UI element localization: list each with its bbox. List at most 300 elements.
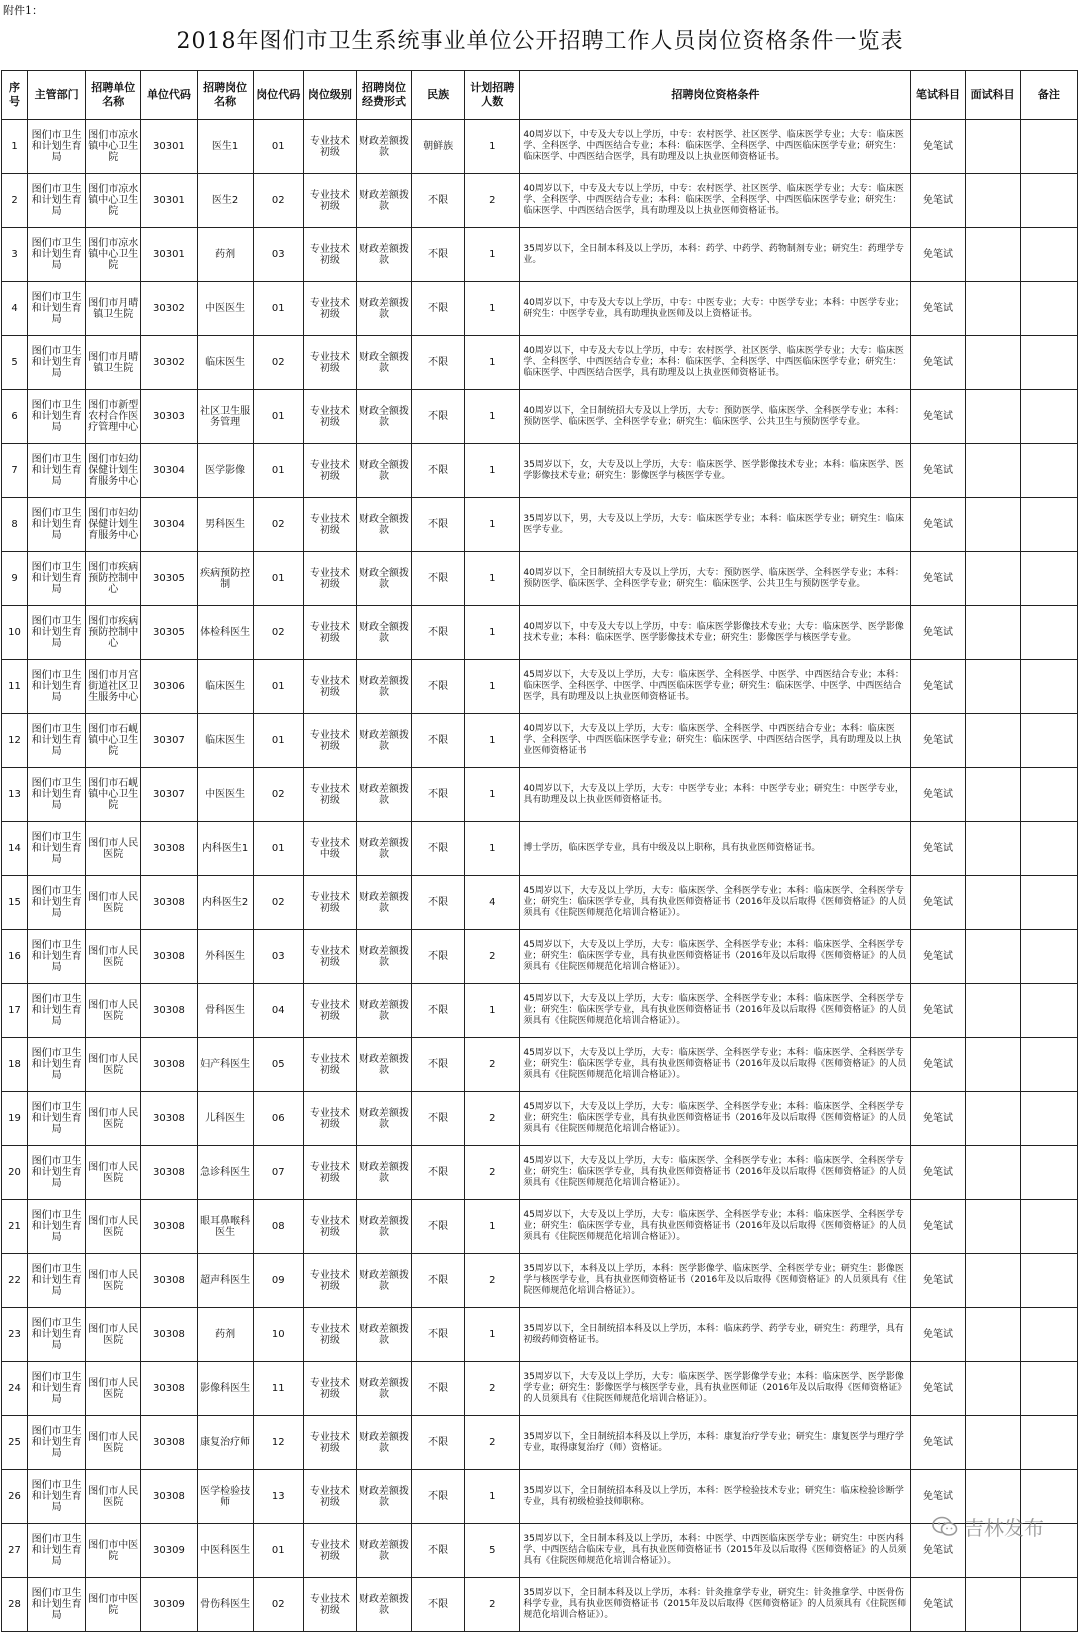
- table-cell: 30308: [141, 876, 197, 930]
- table-row: [2, 120, 1078, 174]
- table-cell: 图们市卫生和计划生育局: [28, 1146, 86, 1200]
- table-cell: 30306: [141, 660, 197, 714]
- table-row: [2, 498, 1078, 552]
- table-cell: [1020, 822, 1077, 876]
- table-row: [2, 444, 1078, 498]
- table-cell: 图们市人民医院: [86, 1200, 141, 1254]
- table-cell: 40周岁以下，大专及以上学历，大专：中医学专业；本科：中医学专业；研究生：中医学专业，具有助理及以上执业医师资格证书。: [520, 768, 911, 822]
- table-cell: [965, 282, 1020, 336]
- table-cell: 30301: [141, 228, 197, 282]
- table-cell: 40周岁以下，中专及大专以上学历，中专：临床医学影像技术专业；大专：临床医学、医学影像技术专业；本科：临床医学、医学影像技术专业；研究生：影像医学与核医学专业。: [520, 606, 911, 660]
- table-cell: 22: [2, 1254, 28, 1308]
- table-cell: [1020, 552, 1077, 606]
- table-cell: [1020, 1092, 1077, 1146]
- table-cell: 2: [2, 174, 28, 228]
- table-cell: 30304: [141, 498, 197, 552]
- table-cell: 1: [465, 228, 520, 282]
- table-cell: 中医医生: [197, 768, 253, 822]
- table-row: [2, 1470, 1078, 1524]
- table-cell: 图们市卫生和计划生育局: [28, 606, 86, 660]
- table-cell: 专业技术初级: [303, 1308, 356, 1362]
- table-cell: 眼耳鼻喉科医生: [197, 1200, 253, 1254]
- table-cell: 10: [253, 1308, 303, 1362]
- table-cell: 图们市卫生和计划生育局: [28, 714, 86, 768]
- table-cell: 20: [2, 1146, 28, 1200]
- table-cell: 专业技术初级: [303, 1362, 356, 1416]
- table-cell: [965, 984, 1020, 1038]
- column-header: 招聘岗位经费形式: [356, 71, 411, 120]
- table-cell: 财政全额拨款: [356, 336, 411, 390]
- table-cell: 不限: [412, 1254, 465, 1308]
- table-cell: 35周岁以下，大专及以上学历，大专：临床医学、医学影像学专业；本科：临床医学、医学影像学专业；研究生：影像医学与核医学专业，具有执业医师证（2016年及以后取得《医师资格证》的人员须具有《住院医师规范化培训合格证》）。: [520, 1362, 911, 1416]
- table-cell: 免笔试: [911, 1254, 965, 1308]
- table-cell: 25: [2, 1416, 28, 1470]
- table-cell: 30304: [141, 444, 197, 498]
- table-cell: 图们市凉水镇中心卫生院: [86, 120, 141, 174]
- table-cell: 财政差额拨款: [356, 930, 411, 984]
- table-cell: 02: [253, 1578, 303, 1632]
- table-row: [2, 984, 1078, 1038]
- table-cell: 45周岁以下，大专及以上学历，大专：临床医学、全科医学专业；本科：临床医学、全科医学专业；研究生：临床医学专业，具有执业医师资格证书（2016年及以后取得《医师资格证》的人员须具有《住院医师规范化培训合格证》）。: [520, 1200, 911, 1254]
- table-cell: 急诊科医生: [197, 1146, 253, 1200]
- table-cell: 专业技术初级: [303, 1470, 356, 1524]
- table-cell: 专业技术初级: [303, 660, 356, 714]
- table-cell: 不限: [412, 1200, 465, 1254]
- table-cell: 12: [253, 1416, 303, 1470]
- table-cell: 不限: [412, 1524, 465, 1578]
- table-cell: 01: [253, 822, 303, 876]
- table-cell: 免笔试: [911, 498, 965, 552]
- table-cell: 2: [465, 1254, 520, 1308]
- table-row: [2, 714, 1078, 768]
- table-cell: 免笔试: [911, 120, 965, 174]
- table-cell: 疾病预防控制: [197, 552, 253, 606]
- table-cell: 专业技术初级: [303, 1092, 356, 1146]
- table-cell: 医生1: [197, 120, 253, 174]
- table-cell: 财政差额拨款: [356, 822, 411, 876]
- table-cell: 专业技术初级: [303, 1524, 356, 1578]
- table-cell: 儿科医生: [197, 1092, 253, 1146]
- table-cell: 不限: [412, 498, 465, 552]
- table-cell: [1020, 1200, 1077, 1254]
- table-cell: 1: [465, 282, 520, 336]
- table-cell: 05: [253, 1038, 303, 1092]
- table-cell: 免笔试: [911, 660, 965, 714]
- table-cell: 27: [2, 1524, 28, 1578]
- table-cell: 图们市卫生和计划生育局: [28, 1470, 86, 1524]
- table-cell: 30308: [141, 984, 197, 1038]
- table-cell: [1020, 120, 1077, 174]
- table-cell: 35周岁以下，全日制本科及以上学历，本科：中医学、中西医临床医学专业；研究生：中医内科学、中西医结合临床专业，具有执业医师资格证书（2015年及以后取得《医师资格证》的人员须具有《住院医师规范化培训合格证》）。: [520, 1524, 911, 1578]
- table-cell: 45周岁以下，大专及以上学历，大专：临床医学、全科医学专业；本科：临床医学、全科医学专业；研究生：临床医学专业，具有执业医师资格证书（2016年及以后取得《医师资格证》的人员须具有《住院医师规范化培训合格证》）。: [520, 984, 911, 1038]
- table-cell: 临床医生: [197, 714, 253, 768]
- table-cell: 图们市人民医院: [86, 1146, 141, 1200]
- table-row: [2, 1038, 1078, 1092]
- table-cell: 社区卫生服务管理: [197, 390, 253, 444]
- table-cell: 30305: [141, 552, 197, 606]
- table-cell: 01: [253, 120, 303, 174]
- table-cell: 不限: [412, 1362, 465, 1416]
- table-cell: 18: [2, 1038, 28, 1092]
- table-cell: 免笔试: [911, 390, 965, 444]
- table-row: [2, 174, 1078, 228]
- table-cell: 财政差额拨款: [356, 282, 411, 336]
- table-cell: 04: [253, 984, 303, 1038]
- table-cell: 30308: [141, 1038, 197, 1092]
- table-cell: 图们市卫生和计划生育局: [28, 1362, 86, 1416]
- table-row: [2, 768, 1078, 822]
- table-cell: 图们市凉水镇中心卫生院: [86, 174, 141, 228]
- table-cell: 图们市卫生和计划生育局: [28, 1578, 86, 1632]
- table-cell: 专业技术初级: [303, 1578, 356, 1632]
- table-cell: [965, 930, 1020, 984]
- table-cell: 30308: [141, 1200, 197, 1254]
- table-cell: [1020, 336, 1077, 390]
- table-cell: 30308: [141, 1308, 197, 1362]
- table-cell: 30307: [141, 714, 197, 768]
- table-cell: 40周岁以下，大专及以上学历，大专：临床医学、全科医学、中西医结合专业；本科：临床医学、全科医学、中西医临床医学专业；研究生：临床医学、中西医结合医学，具有助理及以上执业医师资格证书: [520, 714, 911, 768]
- table-cell: [965, 1200, 1020, 1254]
- table-cell: 财政差额拨款: [356, 1038, 411, 1092]
- table-cell: 35周岁以下，全日制本科及以上学历，本科：药学、中药学、药物制剂专业；研究生：药理学专业。: [520, 228, 911, 282]
- column-header: 笔试科目: [911, 71, 965, 120]
- table-cell: 06: [253, 1092, 303, 1146]
- table-cell: 1: [465, 390, 520, 444]
- table-cell: 19: [2, 1092, 28, 1146]
- table-cell: 财政差额拨款: [356, 1470, 411, 1524]
- table-cell: 2: [465, 1092, 520, 1146]
- table-cell: 专业技术初级: [303, 336, 356, 390]
- table-cell: 09: [253, 1254, 303, 1308]
- column-header: 计划招聘人数: [465, 71, 520, 120]
- table-cell: 30308: [141, 1416, 197, 1470]
- table-cell: 免笔试: [911, 822, 965, 876]
- table-cell: 35周岁以下，全日制本科及以上学历，本科：针灸推拿学专业，研究生：针灸推拿学、中医骨伤科学专业，具有执业医师资格证书（2015年及以后取得《医师资格证》的人员须具有《住院医师规范化培训合格证》）。: [520, 1578, 911, 1632]
- table-cell: 图们市凉水镇中心卫生院: [86, 228, 141, 282]
- table-cell: 康复治疗师: [197, 1416, 253, 1470]
- table-cell: [1020, 930, 1077, 984]
- table-cell: 不限: [412, 282, 465, 336]
- table-cell: 图们市新型农村合作医疗管理中心: [86, 390, 141, 444]
- table-cell: 专业技术初级: [303, 174, 356, 228]
- table-cell: 2: [465, 1146, 520, 1200]
- table-cell: 图们市卫生和计划生育局: [28, 876, 86, 930]
- table-cell: 30301: [141, 174, 197, 228]
- table-cell: 图们市人民医院: [86, 1308, 141, 1362]
- table-cell: 图们市月宫街道社区卫生服务中心: [86, 660, 141, 714]
- table-cell: 专业技术初级: [303, 498, 356, 552]
- table-cell: [1020, 282, 1077, 336]
- table-cell: 01: [253, 1524, 303, 1578]
- table-cell: [965, 228, 1020, 282]
- page-title: 2018年图们市卫生系统事业单位公开招聘工作人员岗位资格条件一览表: [176, 29, 904, 54]
- table-cell: 35周岁以下，全日制统招本科及以上学历，本科：临床药学、药学专业，研究生：药理学，具有初级药师资格证书。: [520, 1308, 911, 1362]
- table-row: [2, 390, 1078, 444]
- table-cell: [965, 174, 1020, 228]
- table-cell: 专业技术初级: [303, 120, 356, 174]
- table-cell: [1020, 228, 1077, 282]
- table-cell: 02: [253, 606, 303, 660]
- table-cell: [965, 768, 1020, 822]
- table-cell: 内科医生1: [197, 822, 253, 876]
- table-cell: 1: [465, 120, 520, 174]
- table-cell: 免笔试: [911, 1362, 965, 1416]
- table-cell: [1020, 444, 1077, 498]
- table-cell: 30309: [141, 1524, 197, 1578]
- table-cell: 02: [253, 498, 303, 552]
- table-cell: 1: [465, 1470, 520, 1524]
- table-cell: [965, 120, 1020, 174]
- table-cell: 9: [2, 552, 28, 606]
- table-cell: [1020, 390, 1077, 444]
- table-cell: 30308: [141, 1470, 197, 1524]
- column-header: 单位代码: [141, 71, 197, 120]
- table-row: [2, 228, 1078, 282]
- table-cell: 03: [253, 228, 303, 282]
- table-cell: 财政差额拨款: [356, 1578, 411, 1632]
- table-cell: 财政差额拨款: [356, 1416, 411, 1470]
- table-cell: 免笔试: [911, 1524, 965, 1578]
- table-cell: 30308: [141, 1146, 197, 1200]
- table-header-row: [2, 71, 1078, 120]
- table-cell: 财政全额拨款: [356, 552, 411, 606]
- table-cell: 07: [253, 1146, 303, 1200]
- table-row: [2, 930, 1078, 984]
- table-cell: 8: [2, 498, 28, 552]
- table-cell: 免笔试: [911, 444, 965, 498]
- table-cell: 免笔试: [911, 1470, 965, 1524]
- table-cell: 图们市中医院: [86, 1524, 141, 1578]
- table-cell: 免笔试: [911, 1200, 965, 1254]
- table-cell: 30308: [141, 1362, 197, 1416]
- table-cell: 01: [253, 552, 303, 606]
- table-cell: [1020, 1308, 1077, 1362]
- table-cell: 图们市卫生和计划生育局: [28, 552, 86, 606]
- table-cell: 4: [465, 876, 520, 930]
- table-cell: 图们市卫生和计划生育局: [28, 984, 86, 1038]
- table-cell: 专业技术初级: [303, 1038, 356, 1092]
- table-cell: 财政全额拨款: [356, 606, 411, 660]
- table-cell: 不限: [412, 768, 465, 822]
- table-cell: 图们市人民医院: [86, 876, 141, 930]
- table-cell: 30301: [141, 120, 197, 174]
- table-cell: 财政差额拨款: [356, 1092, 411, 1146]
- table-cell: 不限: [412, 714, 465, 768]
- table-cell: 骨科医生: [197, 984, 253, 1038]
- table-cell: 图们市人民医院: [86, 1254, 141, 1308]
- table-cell: 图们市人民医院: [86, 1362, 141, 1416]
- table-cell: 免笔试: [911, 930, 965, 984]
- table-cell: [965, 876, 1020, 930]
- table-cell: 不限: [412, 822, 465, 876]
- table-cell: [1020, 1146, 1077, 1200]
- table-cell: 5: [2, 336, 28, 390]
- table-cell: 专业技术初级: [303, 1200, 356, 1254]
- table-cell: 12: [2, 714, 28, 768]
- table-row: [2, 660, 1078, 714]
- column-header: 序号: [2, 71, 28, 120]
- table-cell: [1020, 1038, 1077, 1092]
- column-header: 招聘岗位名称: [197, 71, 253, 120]
- table-cell: 图们市卫生和计划生育局: [28, 1308, 86, 1362]
- table-cell: [1020, 174, 1077, 228]
- table-cell: 专业技术初级: [303, 984, 356, 1038]
- table-cell: 医学影像: [197, 444, 253, 498]
- table-row: [2, 1362, 1078, 1416]
- table-cell: 临床医生: [197, 660, 253, 714]
- table-cell: [1020, 768, 1077, 822]
- table-cell: 超声科医生: [197, 1254, 253, 1308]
- table-cell: 图们市人民医院: [86, 1092, 141, 1146]
- table-cell: 35周岁以下，女，大专及以上学历，大专：临床医学、医学影像技术专业；本科：临床医学、医学影像技术专业；研究生：影像医学与核医学专业。: [520, 444, 911, 498]
- table-cell: 28: [2, 1578, 28, 1632]
- table-cell: 财政差额拨款: [356, 768, 411, 822]
- table-cell: 30308: [141, 1092, 197, 1146]
- table-cell: 30308: [141, 1254, 197, 1308]
- table-cell: 免笔试: [911, 876, 965, 930]
- table-cell: [1020, 1362, 1077, 1416]
- table-cell: 不限: [412, 444, 465, 498]
- table-cell: 图们市卫生和计划生育局: [28, 228, 86, 282]
- table-cell: 35周岁以下，本科及以上学历，本科：医学影像学、临床医学、全科医学专业；研究生：影像医学与核医学专业，具有执业医师资格证书（2016年及以后取得《医师资格证》的人员须具有《住院医师规范化培训合格证》）。: [520, 1254, 911, 1308]
- table-cell: 30303: [141, 390, 197, 444]
- table-cell: [965, 1038, 1020, 1092]
- table-cell: 药剂: [197, 228, 253, 282]
- table-cell: 免笔试: [911, 174, 965, 228]
- column-header: 招聘岗位资格条件: [520, 71, 911, 120]
- table-cell: 中医医生: [197, 282, 253, 336]
- table-cell: [965, 1578, 1020, 1632]
- table-cell: [965, 1416, 1020, 1470]
- table-cell: 财政差额拨款: [356, 1524, 411, 1578]
- table-cell: 财政差额拨款: [356, 120, 411, 174]
- table-cell: 图们市卫生和计划生育局: [28, 1524, 86, 1578]
- table-cell: 图们市卫生和计划生育局: [28, 444, 86, 498]
- table-cell: 11: [2, 660, 28, 714]
- table-cell: 01: [253, 390, 303, 444]
- table-row: [2, 1578, 1078, 1632]
- table-cell: 45周岁以下，大专及以上学历，大专：临床医学、全科医学专业；本科：临床医学、全科医学专业；研究生：临床医学专业，具有执业医师资格证书（2016年及以后取得《医师资格证》的人员须具有《住院医师规范化培训合格证》）。: [520, 1092, 911, 1146]
- table-cell: 专业技术初级: [303, 876, 356, 930]
- table-cell: 不限: [412, 876, 465, 930]
- table-cell: 免笔试: [911, 984, 965, 1038]
- table-cell: 23: [2, 1308, 28, 1362]
- table-cell: 45周岁以下，大专及以上学历，大专：临床医学、全科医学、中医学、中西医结合专业；本科：临床医学、全科医学、中医学、中西医临床医学专业；研究生：临床医学、中医学、中西医结合医学，具有助理及以上执业医师资格证书。: [520, 660, 911, 714]
- table-cell: [1020, 660, 1077, 714]
- table-cell: 1: [465, 444, 520, 498]
- table-cell: 图们市人民医院: [86, 1038, 141, 1092]
- table-cell: 骨伤科医生: [197, 1578, 253, 1632]
- table-cell: 7: [2, 444, 28, 498]
- table-cell: 10: [2, 606, 28, 660]
- table-cell: 专业技术初级: [303, 552, 356, 606]
- table-cell: [1020, 984, 1077, 1038]
- table-row: [2, 606, 1078, 660]
- table-cell: 图们市卫生和计划生育局: [28, 660, 86, 714]
- table-cell: [1020, 1254, 1077, 1308]
- table-cell: 16: [2, 930, 28, 984]
- table-cell: [965, 1254, 1020, 1308]
- table-cell: 图们市卫生和计划生育局: [28, 336, 86, 390]
- table-row: [2, 282, 1078, 336]
- table-cell: [965, 606, 1020, 660]
- table-cell: 免笔试: [911, 714, 965, 768]
- table-row: [2, 1416, 1078, 1470]
- table-cell: 30305: [141, 606, 197, 660]
- attachment-label: 附件1：: [3, 4, 43, 17]
- table-cell: 不限: [412, 1416, 465, 1470]
- table-cell: 图们市卫生和计划生育局: [28, 498, 86, 552]
- table-cell: 35周岁以下，男，大专及以上学历，大专：临床医学专业；本科：临床医学专业；研究生：临床医学专业。: [520, 498, 911, 552]
- table-cell: 45周岁以下，大专及以上学历，大专：临床医学、全科医学专业；本科：临床医学、全科医学专业；研究生：临床医学专业，具有执业医师资格证书（2016年及以后取得《医师资格证》的人员须具有《住院医师规范化培训合格证》）。: [520, 1038, 911, 1092]
- watermark-text: 吉林发布: [964, 1516, 1044, 1540]
- table-cell: 图们市卫生和计划生育局: [28, 390, 86, 444]
- table-cell: 1: [465, 660, 520, 714]
- table-cell: 2: [465, 1362, 520, 1416]
- table-cell: 医学检验技师: [197, 1470, 253, 1524]
- table-cell: 医生2: [197, 174, 253, 228]
- table-cell: 不限: [412, 660, 465, 714]
- table-cell: 财政差额拨款: [356, 984, 411, 1038]
- column-header: 民族: [412, 71, 465, 120]
- table-cell: 30308: [141, 822, 197, 876]
- table-cell: 药剂: [197, 1308, 253, 1362]
- table-cell: 03: [253, 930, 303, 984]
- table-row: [2, 1146, 1078, 1200]
- table-cell: 图们市人民医院: [86, 1416, 141, 1470]
- table-cell: 专业技术初级: [303, 1254, 356, 1308]
- table-cell: 免笔试: [911, 1308, 965, 1362]
- table-cell: 外科医生: [197, 930, 253, 984]
- table-cell: 40周岁以下，中专及大专以上学历，中专：农村医学、社区医学、临床医学专业；大专：临床医学、全科医学、中西医结合专业；本科：临床医学、全科医学、中西医临床医学专业；研究生：临床医学、中西医结合医学，具有助理及以上执业医师资格证书。: [520, 336, 911, 390]
- table-cell: 1: [465, 984, 520, 1038]
- table-cell: [965, 1308, 1020, 1362]
- table-cell: 影像科医生: [197, 1362, 253, 1416]
- table-cell: 11: [253, 1362, 303, 1416]
- table-cell: 不限: [412, 930, 465, 984]
- table-row: [2, 552, 1078, 606]
- table-cell: [965, 552, 1020, 606]
- table-cell: 博士学历，临床医学专业，具有中级及以上职称，具有执业医师资格证书。: [520, 822, 911, 876]
- table-cell: 免笔试: [911, 1146, 965, 1200]
- column-header: 备注: [1020, 71, 1077, 120]
- column-header: 招聘单位名称: [86, 71, 141, 120]
- table-cell: 4: [2, 282, 28, 336]
- table-cell: 图们市卫生和计划生育局: [28, 282, 86, 336]
- table-cell: 财政差额拨款: [356, 1200, 411, 1254]
- table-cell: 01: [253, 660, 303, 714]
- table-cell: 图们市人民医院: [86, 984, 141, 1038]
- watermark: [932, 1512, 1044, 1541]
- table-cell: 内科医生2: [197, 876, 253, 930]
- table-cell: 财政差额拨款: [356, 714, 411, 768]
- table-cell: 40周岁以下，中专及大专以上学历，中专：农村医学、社区医学、临床医学专业；大专：临床医学、全科医学、中西医结合专业；本科：临床医学、全科医学、中西医临床医学专业；研究生：临床医学、中西医结合医学，具有助理及以上执业医师资格证书。: [520, 174, 911, 228]
- table-cell: 2: [465, 1578, 520, 1632]
- table-cell: 1: [465, 498, 520, 552]
- table-cell: 免笔试: [911, 336, 965, 390]
- table-cell: 40周岁以下，中专及大专以上学历，中专：农村医学、社区医学、临床医学专业；大专：临床医学、全科医学、中西医结合专业；本科：临床医学、全科医学、中西医临床医学专业；研究生：临床医学、中西医结合医学，具有助理及以上执业医师资格证书。: [520, 120, 911, 174]
- table-cell: 35周岁以下，全日制统招本科及以上学历，本科：医学检验技术专业；研究生：临床检验诊断学专业，具有初级检验技师职称。: [520, 1470, 911, 1524]
- table-cell: 45周岁以下，大专及以上学历，大专：临床医学、全科医学专业；本科：临床医学、全科医学专业；研究生：临床医学专业，具有执业医师资格证书（2016年及以后取得《医师资格证》的人员须具有《住院医师规范化培训合格证》）。: [520, 1146, 911, 1200]
- table-cell: 5: [465, 1524, 520, 1578]
- table-row: [2, 1092, 1078, 1146]
- table-cell: 不限: [412, 336, 465, 390]
- table-row: [2, 1254, 1078, 1308]
- table-cell: 男科医生: [197, 498, 253, 552]
- table-cell: 02: [253, 174, 303, 228]
- table-cell: 图们市卫生和计划生育局: [28, 822, 86, 876]
- table-cell: 专业技术初级: [303, 444, 356, 498]
